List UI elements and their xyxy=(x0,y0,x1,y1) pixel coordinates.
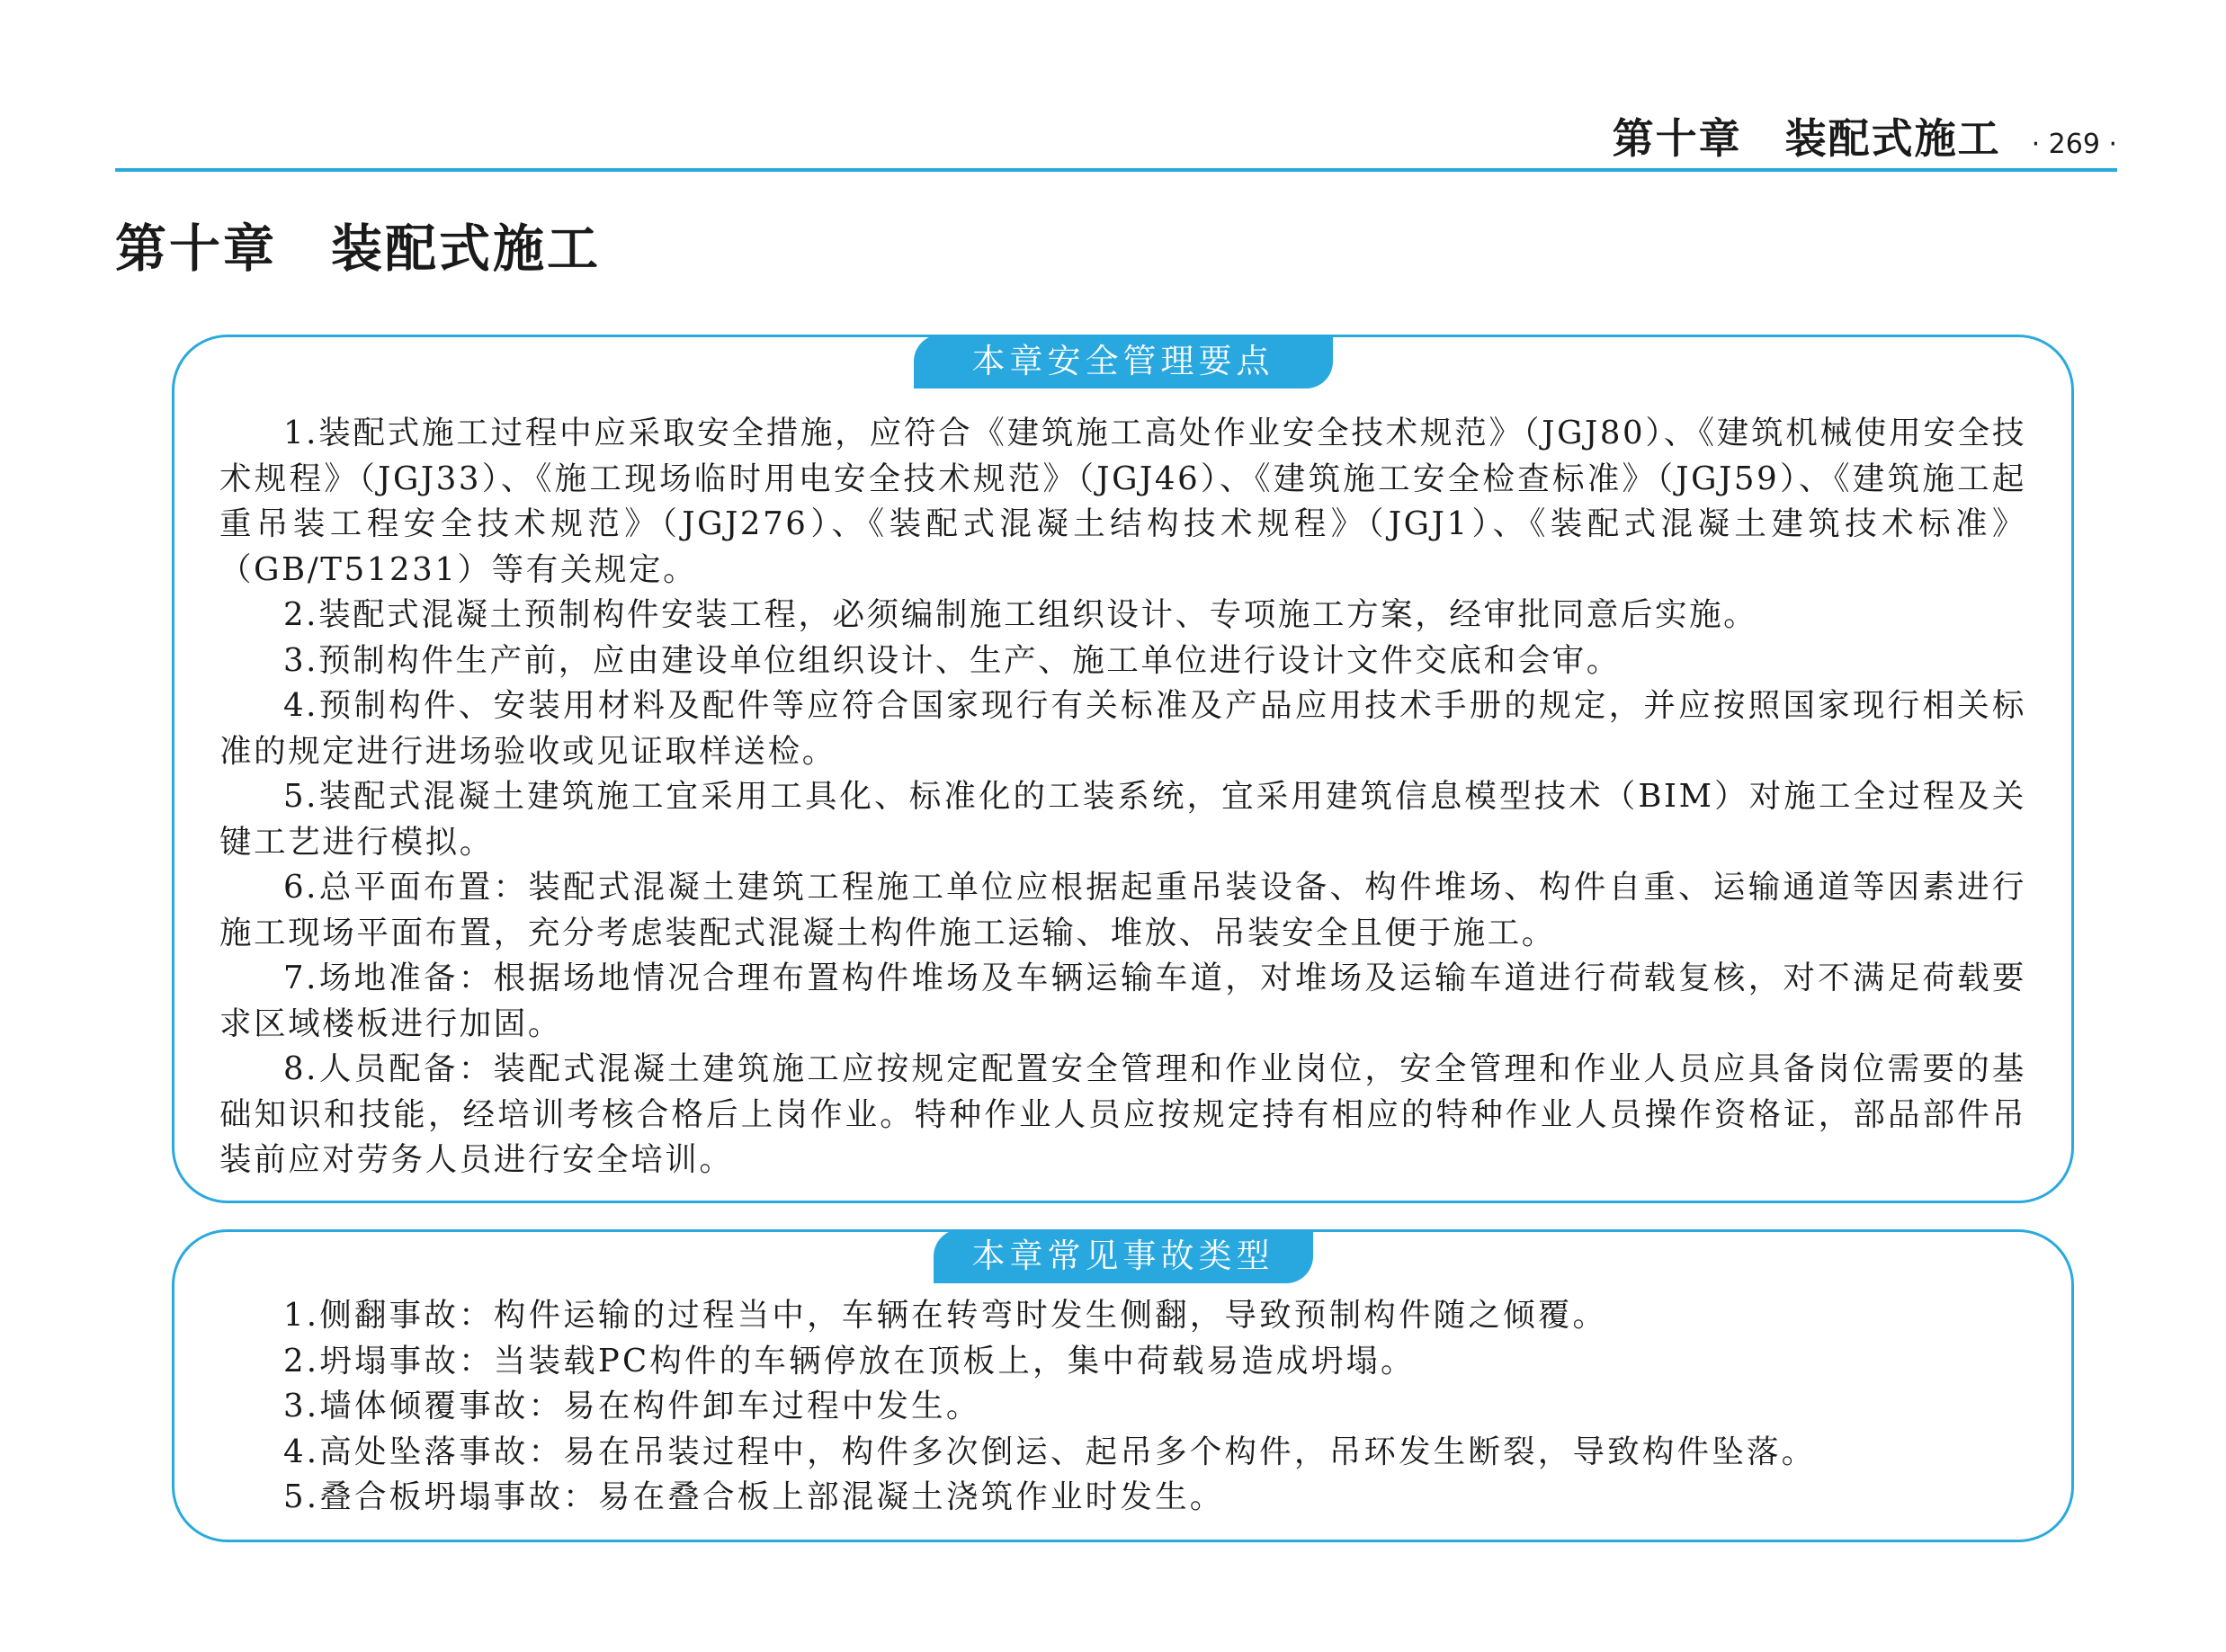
safety-point-5: 5.装配式混凝土建筑施工宜采用工具化、标准化的工装系统，宜采用建筑信息模型技术（BIM）对施工全过程及关键工艺进行模拟。 xyxy=(219,778,2026,861)
page-number: · 269 · xyxy=(2031,129,2117,160)
safety-point-6: 6.总平面布置：装配式混凝土建筑工程施工单位应根据起重吊装设备、构件堆场、构件自重、运输通道等因素进行施工现场平面布置，充分考虑装配式混凝土构件施工运输、堆放、吊装安全且便于施工。 xyxy=(219,869,2026,951)
safety-point-4: 4.预制构件、安装用材料及配件等应符合国家现行有关标准及产品应用技术手册的规定，并应按照国家现行相关标准的规定进行进场验收或见证取样送检。 xyxy=(219,687,2026,770)
safety-points-label: 本章安全管理要点 xyxy=(914,335,1333,388)
accident-types-box xyxy=(172,1229,2074,1542)
safety-point-3: 3.预制构件生产前，应由建设单位组织设计、生产、施工单位进行设计文件交底和会审。 xyxy=(283,641,1621,679)
accident-type-1: 1.侧翻事故：构件运输的过程当中，车辆在转弯时发生侧翻，导致预制构件随之倾覆。 xyxy=(283,1297,1608,1334)
running-header xyxy=(1613,106,2117,165)
accident-type-2: 2.坍塌事故：当装载PC构件的车辆停放在顶板上，集中荷载易造成坍塌。 xyxy=(283,1342,1416,1380)
safety-points-body xyxy=(219,411,2026,1183)
chapter-title: 第十章 装配式施工 xyxy=(115,219,601,279)
safety-point-7: 7.场地准备：根据场地情况合理布置构件堆场及车辆运输车道，对堆场及运输车道进行荷载复核，对不满足荷载要求区域楼板进行加固。 xyxy=(219,960,2026,1042)
running-header-title: 第十章 装配式施工 xyxy=(1612,114,2001,163)
accident-types-label: 本章常见事故类型 xyxy=(934,1229,1313,1283)
header-divider xyxy=(115,168,2117,172)
safety-point-2: 2.装配式混凝土预制构件安装工程，必须编制施工组织设计、专项施工方案，经审批同意后实施。 xyxy=(283,596,1758,633)
safety-points-box xyxy=(172,335,2074,1203)
accident-type-4: 4.高处坠落事故：易在吊装过程中，构件多次倒运、起吊多个构件，吊环发生断裂，导致构件坠落。 xyxy=(283,1433,1817,1470)
accident-type-3: 3.墙体倾覆事故：易在构件卸车过程中发生。 xyxy=(283,1388,981,1424)
safety-point-1: 1.装配式施工过程中应采取安全措施，应符合《建筑施工高处作业安全技术规范》（JGJ80）、《建筑机械使用安全技术规程》（JGJ33）、《施工现场临时用电安全技术规范》（JGJ46）、《建筑施工安全检查标准》（JGJ59）、《建筑施工起重吊装工程安全技术规范》（JGJ276）、《装配式混凝土结构技术规程》（JGJ1）、《装配式混凝土建筑技术标准》（GB/T51231）等有关规定。 xyxy=(219,415,2026,588)
accident-type-5: 5.叠合板坍塌事故：易在叠合板上部混凝土浇筑作业时发生。 xyxy=(283,1478,1225,1515)
safety-point-8: 8.人员配备：装配式混凝土建筑施工应按规定配置安全管理和作业岗位，安全管理和作业人员应具备岗位需要的基础知识和技能，经培训考核合格后上岗作业。特种作业人员应按规定持有相应的特种作业人员操作资格证，部品部件吊装前应对劳务人员进行安全培训。 xyxy=(219,1050,2026,1178)
accident-types-body xyxy=(219,1293,2026,1521)
